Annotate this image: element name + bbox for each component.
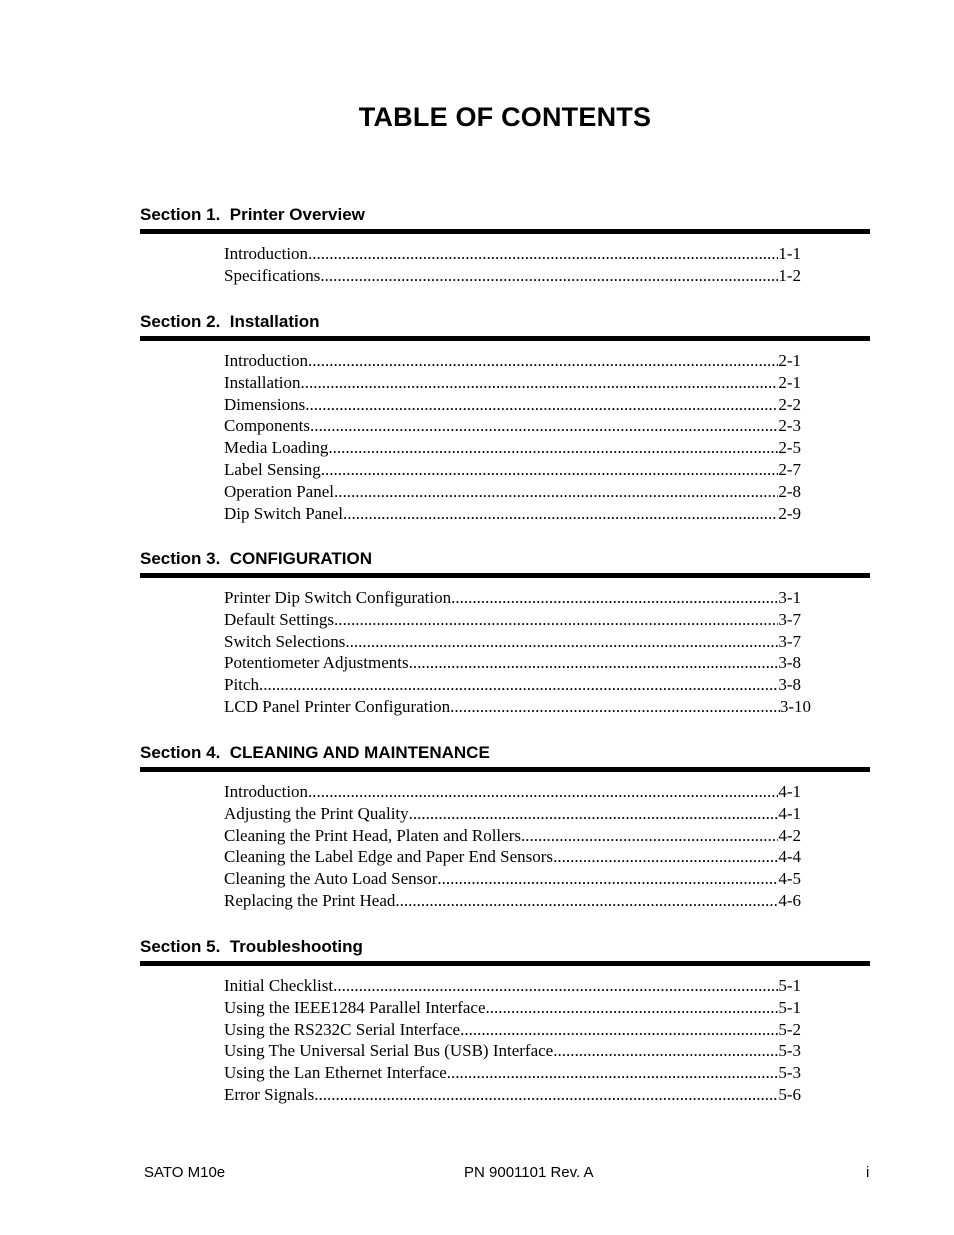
toc-entry[interactable] bbox=[224, 1019, 801, 1041]
toc-entry-title: Using the IEEE1284 Parallel Interface bbox=[224, 997, 486, 1017]
toc-entry-page: 4-4 bbox=[778, 847, 801, 867]
dot-leader bbox=[460, 1019, 778, 1041]
toc-entry-title: Operation Panel bbox=[224, 481, 334, 501]
toc-entry[interactable] bbox=[224, 481, 801, 503]
toc-entry-page: 3-7 bbox=[778, 631, 801, 651]
toc-entry[interactable] bbox=[224, 350, 801, 372]
toc-entry[interactable] bbox=[224, 394, 801, 416]
toc-entry-page: 4-2 bbox=[778, 825, 801, 845]
dot-leader bbox=[308, 781, 778, 803]
toc-list bbox=[140, 781, 870, 912]
dot-leader bbox=[300, 372, 778, 394]
dot-leader bbox=[343, 503, 778, 525]
toc-entry-title: Dimensions bbox=[224, 394, 306, 414]
toc-list bbox=[140, 243, 870, 287]
dot-leader bbox=[437, 868, 778, 890]
toc-entry-title: Switch Selections bbox=[224, 631, 346, 651]
toc-entry-title: Cleaning the Auto Load Sensor bbox=[224, 869, 438, 889]
dot-leader bbox=[334, 481, 778, 503]
toc-entry[interactable] bbox=[224, 415, 801, 437]
dot-leader bbox=[521, 825, 778, 847]
dot-leader bbox=[450, 696, 780, 718]
toc-entry-page: 2-7 bbox=[778, 459, 801, 479]
toc-entry-title: Cleaning the Print Head, Platen and Rollers bbox=[224, 825, 521, 845]
toc-list bbox=[140, 975, 870, 1106]
dot-leader bbox=[259, 674, 778, 696]
toc-entry[interactable] bbox=[224, 459, 801, 481]
dot-leader bbox=[409, 803, 779, 825]
section-heading: Section 1. Printer Overview bbox=[140, 205, 365, 224]
toc-list bbox=[140, 587, 870, 718]
toc-entry-page: 4-6 bbox=[778, 890, 801, 910]
toc-entry-title: Replacing the Print Head bbox=[224, 890, 396, 910]
dot-leader bbox=[308, 243, 778, 265]
toc-entry-page: 5-6 bbox=[778, 1084, 801, 1104]
section-rule bbox=[140, 767, 870, 772]
toc-entry-title: Potentiometer Adjustments bbox=[224, 653, 409, 673]
section-rule bbox=[140, 229, 870, 234]
toc-entry-page: 3-7 bbox=[778, 609, 801, 629]
toc-entry-title: Error Signals bbox=[224, 1084, 315, 1104]
toc-entry-page: 1-2 bbox=[778, 265, 801, 285]
toc-entry-page: 3-8 bbox=[778, 675, 801, 695]
toc-entry-page: 3-10 bbox=[779, 696, 811, 716]
dot-leader bbox=[553, 1040, 778, 1062]
section-3 bbox=[140, 549, 870, 718]
dot-leader bbox=[321, 459, 779, 481]
toc-entry[interactable] bbox=[224, 1040, 801, 1062]
toc-entry[interactable] bbox=[224, 1062, 801, 1084]
toc-entry[interactable] bbox=[224, 652, 801, 674]
section-4 bbox=[140, 743, 870, 912]
toc-entry-page: 2-9 bbox=[778, 503, 801, 523]
toc-list bbox=[140, 350, 870, 524]
toc-entry-title: Introduction bbox=[224, 351, 309, 370]
toc-entry[interactable] bbox=[224, 609, 801, 631]
section-rule bbox=[140, 573, 870, 578]
toc-entry-title: Pitch bbox=[224, 675, 259, 695]
toc-entry[interactable] bbox=[224, 674, 801, 696]
toc-entry-page: 4-5 bbox=[778, 869, 801, 889]
dot-leader bbox=[447, 1062, 779, 1084]
dot-leader bbox=[553, 846, 778, 868]
section-heading: Section 3. CONFIGURATION bbox=[140, 549, 373, 568]
page-title: TABLE OF CONTENTS bbox=[358, 102, 652, 132]
toc-entry-page: 3-1 bbox=[778, 588, 801, 607]
section-5 bbox=[140, 937, 870, 1106]
toc-entry-page: 5-3 bbox=[778, 1063, 801, 1083]
toc-entry[interactable] bbox=[224, 781, 801, 803]
toc-entry[interactable] bbox=[224, 696, 811, 718]
section-1 bbox=[140, 205, 870, 287]
toc-entry-title: Introduction bbox=[224, 782, 309, 801]
toc-entry-page: 5-1 bbox=[778, 997, 801, 1017]
dot-leader bbox=[345, 631, 778, 653]
toc-entry[interactable] bbox=[224, 868, 801, 890]
dot-leader bbox=[486, 997, 779, 1019]
dot-leader bbox=[328, 437, 778, 459]
toc-entry[interactable] bbox=[224, 631, 801, 653]
section-heading: Section 2. Installation bbox=[140, 312, 320, 331]
toc-entry-title: Printer Dip Switch Configuration bbox=[224, 588, 452, 607]
toc-entry[interactable] bbox=[224, 997, 801, 1019]
toc-entry-title: Components bbox=[224, 416, 310, 436]
section-rule bbox=[140, 336, 870, 341]
dot-leader bbox=[305, 394, 778, 416]
dot-leader bbox=[451, 587, 778, 609]
toc-entry-title: Media Loading bbox=[224, 438, 329, 458]
footer-part-number: PN 9001101 Rev. A bbox=[464, 1164, 594, 1181]
toc-entry-page: 4-1 bbox=[778, 782, 801, 801]
section-2 bbox=[140, 312, 870, 524]
toc-entry-page: 5-2 bbox=[778, 1019, 801, 1039]
toc-entry[interactable] bbox=[224, 265, 801, 287]
dot-leader bbox=[333, 975, 778, 997]
toc-entry-title: LCD Panel Printer Configuration bbox=[224, 696, 451, 716]
toc-entry-page: 2-2 bbox=[778, 394, 801, 414]
toc-entry-title: Installation bbox=[224, 372, 301, 392]
toc-entry-title: Using the Lan Ethernet Interface bbox=[224, 1063, 447, 1083]
toc-entry-title: Default Settings bbox=[224, 609, 335, 629]
dot-leader bbox=[395, 890, 778, 912]
dot-leader bbox=[310, 415, 778, 437]
toc-entry-page: 2-1 bbox=[778, 372, 801, 392]
toc-entry[interactable] bbox=[224, 825, 801, 847]
toc-entry-page: 5-3 bbox=[778, 1041, 801, 1061]
toc-entry[interactable] bbox=[224, 503, 801, 525]
toc-entry-page: 1-1 bbox=[778, 244, 801, 263]
toc-entry[interactable] bbox=[224, 846, 801, 868]
toc-entry[interactable] bbox=[224, 437, 801, 459]
dot-leader bbox=[308, 350, 778, 372]
dot-leader bbox=[409, 652, 779, 674]
section-heading: Section 5. Troubleshooting bbox=[140, 937, 363, 956]
dot-leader bbox=[320, 265, 778, 287]
toc-entry[interactable] bbox=[224, 1084, 801, 1106]
toc-entry[interactable] bbox=[224, 803, 801, 825]
section-heading: Section 4. CLEANING AND MAINTENANCE bbox=[140, 743, 490, 762]
toc-entry-page: 2-8 bbox=[778, 481, 801, 501]
toc-entry-page: 4-1 bbox=[778, 803, 801, 823]
footer-page-number: i bbox=[866, 1164, 870, 1181]
toc-entry[interactable] bbox=[224, 587, 801, 609]
toc-entry-page: 5-1 bbox=[778, 976, 801, 995]
toc-entry[interactable] bbox=[224, 975, 801, 997]
toc-entry-title: Initial Checklist bbox=[224, 976, 334, 995]
toc-entry-title: Using the RS232C Serial Interface bbox=[224, 1019, 461, 1039]
toc-entry-title: Specifications bbox=[224, 265, 321, 285]
toc-entry[interactable] bbox=[224, 372, 801, 394]
toc-entry-title: Adjusting the Print Quality bbox=[224, 803, 409, 823]
footer-product-name: SATO M10e bbox=[144, 1164, 226, 1181]
toc-entry-title: Dip Switch Panel bbox=[224, 503, 343, 523]
dot-leader bbox=[334, 609, 778, 631]
toc-entry-page: 2-1 bbox=[778, 351, 801, 370]
toc-entry-page: 3-8 bbox=[778, 653, 801, 673]
toc-entry-title: Using The Universal Serial Bus (USB) Interface bbox=[224, 1041, 554, 1061]
dot-leader bbox=[314, 1084, 778, 1106]
toc-entry-page: 2-3 bbox=[778, 416, 801, 436]
toc-entry-title: Label Sensing bbox=[224, 459, 321, 479]
toc-entry-title: Cleaning the Label Edge and Paper End Sensors bbox=[224, 847, 554, 867]
toc-entry-title: Introduction bbox=[224, 244, 309, 263]
toc-entry-page: 2-5 bbox=[778, 438, 801, 458]
toc-entry[interactable] bbox=[224, 243, 801, 265]
section-rule bbox=[140, 961, 870, 966]
toc-entry[interactable] bbox=[224, 890, 801, 912]
